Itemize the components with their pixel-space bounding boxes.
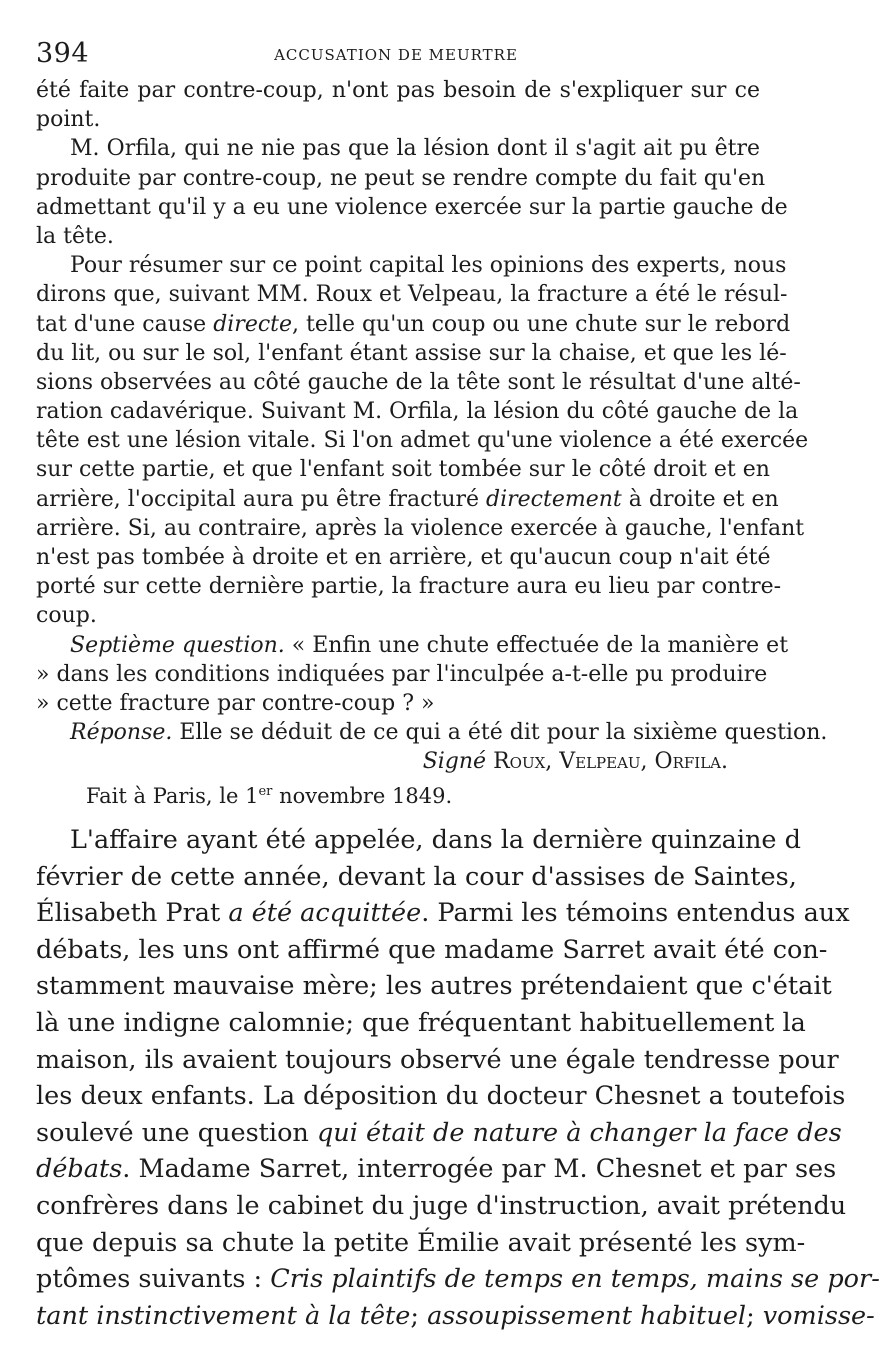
signatories: Roux, Velpeau, Orfila. <box>493 749 728 775</box>
text-line: arrière, l'occipital aura pu être fracturé directement à droite et en <box>36 486 779 512</box>
narrative-block <box>36 822 880 1334</box>
emphasis-text: vomisse- <box>762 1300 875 1331</box>
answer-label: Réponse. <box>70 720 173 746</box>
emphasis-text: a été acquittée <box>228 898 422 929</box>
text-line: porté sur cette dernière partie, la fracture aura eu lieu par contre- <box>36 574 782 600</box>
text-line: » cette fracture par contre-coup ? » <box>36 690 435 716</box>
emphasis-text: directe <box>213 311 293 337</box>
emphasis-text: tant instinctivement à la tête <box>36 1300 411 1331</box>
text-line: tête est une lésion vitale. Si l'on admet qu'une violence a été exercée <box>36 428 809 454</box>
running-title: ACCUSATION DE MEURTRE <box>274 46 518 64</box>
text-line: ration cadavérique. Suivant M. Orfila, la lésion du côté gauche de la <box>36 399 799 425</box>
text-line: n'est pas tombée à droite et en arrière, et qu'aucun coup n'ait été <box>36 545 771 570</box>
date-line: Fait à Paris, le 1er novembre 1849. <box>86 783 453 808</box>
text-line: maison, ils avaient toujours observé une égale tendresse pour <box>36 1044 839 1075</box>
text-line: que depuis sa chute la petite Émilie avait présenté les sym- <box>36 1227 806 1258</box>
text-line: débats, les uns ont affirmé que madame Sarret avait été con- <box>36 934 828 965</box>
text-line: ptômes suivants : Cris plaintifs de temps en temps, mains se por- <box>36 1264 880 1295</box>
text-line: là une indigne calomnie; que fréquentant habituellement la <box>36 1007 806 1038</box>
text-line: admettant qu'il y a eu une violence exercée sur la partie gauche de <box>36 194 788 220</box>
text-line: les deux enfants. La déposition du docteur Chesnet a toutefois <box>36 1081 846 1112</box>
text-line: L'affaire ayant été appelée, dans la dernière quinzaine d <box>70 825 801 855</box>
text-line: confrères dans le cabinet du juge d'instruction, avait prétendu <box>36 1190 847 1221</box>
text-line: M. Orfila, qui ne nie pas que la lésion dont il s'agit ait pu être <box>70 136 760 162</box>
text-line: Élisabeth Prat a été acquittée. Parmi les témoins entendus aux <box>36 898 850 929</box>
text-line: tat d'une cause directe, telle qu'un coup ou une chute sur le rebord <box>36 311 791 337</box>
text-line: été faite par contre-coup, n'ont pas besoin de s'expliquer sur ce <box>36 78 760 103</box>
text-line: février de cette année, devant la cour d'assises de Saintes, <box>36 861 797 892</box>
text-line: la tête. <box>36 223 114 249</box>
emphasis-text: Cris plaintifs de temps en temps, mains se por- <box>270 1264 880 1295</box>
text-line: soulevé une question qui était de nature à changer la face des <box>36 1117 842 1148</box>
running-header <box>36 38 756 72</box>
signature-line: Signé Roux, Velpeau, Orfila. <box>422 749 728 775</box>
text-line: Pour résumer sur ce point capital les opinions des experts, nous <box>70 253 787 279</box>
question-heading: Septième question. « Enfin une chute effectuée de la manière et <box>70 632 789 658</box>
text-line: point. <box>36 107 101 133</box>
text-line: sur cette partie, et que l'enfant soit tombée sur le côté droit et en <box>36 457 770 483</box>
text-line: arrière. Si, au contraire, après la violence exercée à gauche, l'enfant <box>36 515 805 541</box>
text-line: » dans les conditions indiquées par l'inculpée a-t-elle pu produire <box>36 661 768 687</box>
text-line: stamment mauvaise mère; les autres prétendaient que c'était <box>36 971 832 1002</box>
answer-line: Réponse. Elle se déduit de ce qui a été dit pour la sixième question. <box>70 720 828 746</box>
text-line: coup. <box>36 603 97 629</box>
emphasis-text: qui était de nature à changer la face des <box>316 1117 842 1148</box>
emphasis-text: assoupissement habituel <box>427 1300 747 1331</box>
text-line: sions observées au côté gauche de la tête sont le résultat d'une alté- <box>36 369 801 395</box>
text-line: tant instinctivement à la tête; assoupissement habituel; vomisse- <box>36 1300 875 1331</box>
text-line: débats. Madame Sarret, interrogée par M. Chesnet et par ses <box>36 1154 837 1185</box>
emphasis-text: directement <box>486 486 622 512</box>
text-line: produite par contre-coup, ne peut se rendre compte du fait qu'en <box>36 165 766 191</box>
question-label: Septième question. <box>70 632 285 658</box>
text-line: du lit, ou sur le sol, l'enfant étant assise sur la chaise, et que les lé- <box>36 340 787 366</box>
expert-report-block <box>36 76 828 808</box>
page-number: 394 <box>36 38 90 69</box>
text-line: dirons que, suivant MM. Roux et Velpeau, la fracture a été le résul- <box>36 282 788 308</box>
emphasis-text: débats <box>36 1154 123 1185</box>
